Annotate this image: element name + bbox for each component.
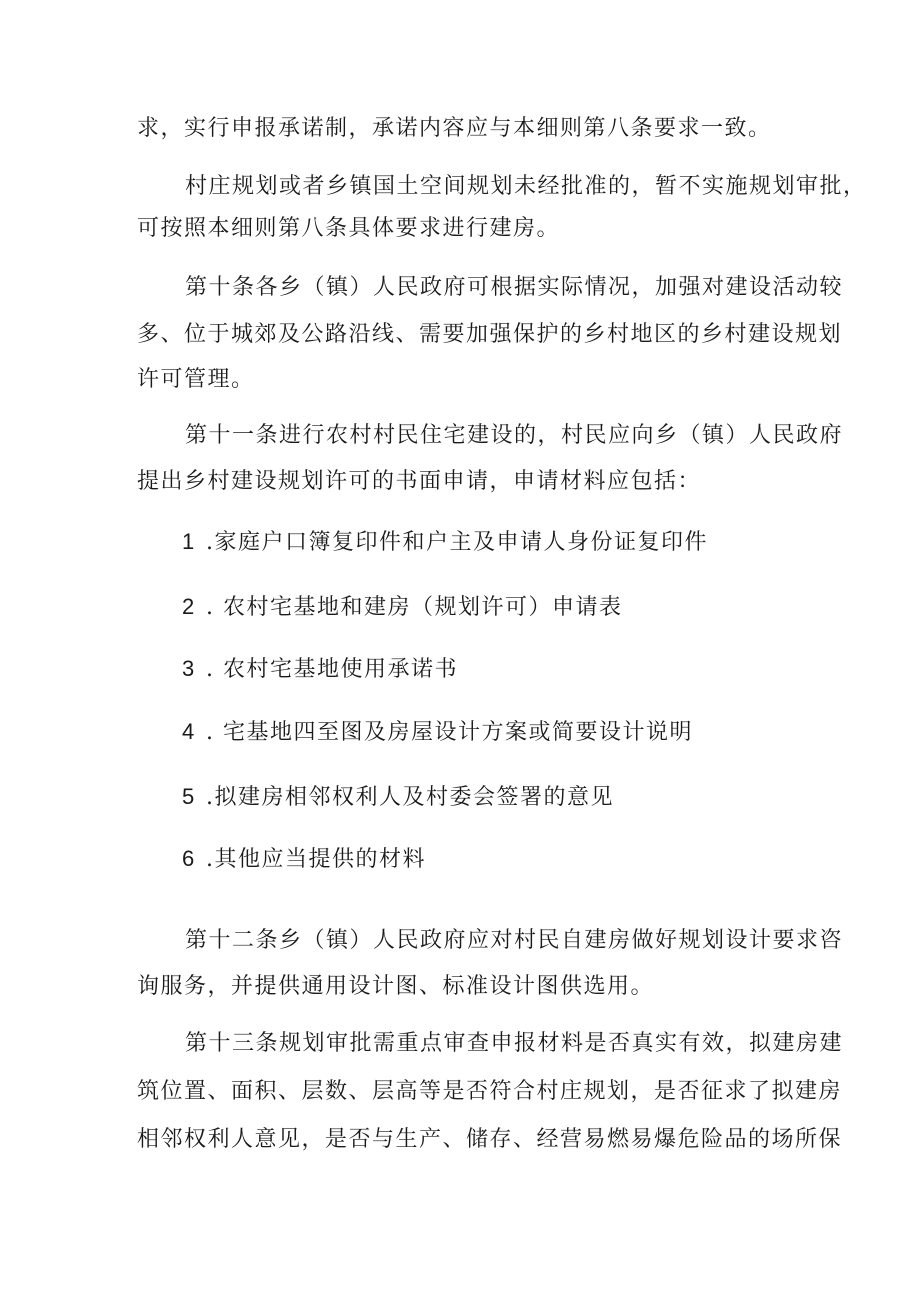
list-item-text: . 宅基地四至图及房屋设计方案或简要设计说明 bbox=[206, 720, 693, 745]
paragraph-line: 村庄规划或者乡镇国土空间规划未经批准的，暂不实施规划审批， bbox=[185, 174, 867, 199]
paragraph-line: 筑位置、面积、层数、层高等是否符合村庄规划，是否征求了拟建房 bbox=[137, 1079, 843, 1104]
list-item-number: 6 bbox=[182, 846, 196, 871]
list-item-number: 3 bbox=[182, 656, 196, 681]
list-item-number: 1 bbox=[182, 529, 196, 554]
paragraph-line: 提出乡村建设规划许可的书面申请，申请材料应包括： bbox=[137, 469, 702, 494]
list-item-number: 5 bbox=[182, 784, 196, 809]
paragraph-line: 可按照本细则第八条具体要求进行建房。 bbox=[137, 216, 561, 241]
list-item bbox=[182, 782, 614, 813]
paragraph-line: 第十一条进行农村村民住宅建设的，村民应向乡（镇）人民政府 bbox=[185, 423, 844, 448]
list-item bbox=[182, 527, 708, 558]
paragraph-line: 求，实行申报承诺制，承诺内容应与本细则第八条要求一致。 bbox=[137, 116, 772, 141]
list-item bbox=[182, 592, 623, 623]
list-item bbox=[182, 844, 426, 875]
list-item-text: .家庭户口簿复印件和户主及申请人身份证复印件 bbox=[206, 530, 708, 555]
list-item-text: . 农村宅基地使用承诺书 bbox=[206, 657, 458, 682]
paragraph-line: 相邻权利人意见，是否与生产、储存、经营易燃易爆危险品的场所保 bbox=[137, 1127, 843, 1152]
list-item bbox=[182, 717, 693, 748]
paragraph-line: 第十条各乡（镇）人民政府可根据实际情况，加强对建设活动较 bbox=[185, 275, 844, 300]
list-item bbox=[182, 654, 458, 685]
list-item-text: .其他应当提供的材料 bbox=[206, 847, 426, 872]
paragraph-line: 许可管理。 bbox=[137, 367, 255, 392]
list-item-text: .拟建房相邻权利人及村委会签署的意见 bbox=[206, 785, 614, 810]
paragraph-line: 第十二条乡（镇）人民政府应对村民自建房做好规划设计要求咨 bbox=[185, 928, 844, 953]
paragraph-line: 第十三条规划审批需重点审查申报材料是否真实有效，拟建房建 bbox=[185, 1031, 844, 1056]
list-item-text: . 农村宅基地和建房（规划许可）申请表 bbox=[206, 595, 623, 620]
list-item-number: 4 bbox=[182, 719, 196, 744]
list-item-number: 2 bbox=[182, 594, 196, 619]
paragraph-line: 多、位于城郊及公路沿线、需要加强保护的乡村地区的乡村建设规划 bbox=[137, 322, 843, 347]
paragraph-line: 询服务，并提供通用设计图、标准设计图供选用。 bbox=[137, 974, 655, 999]
